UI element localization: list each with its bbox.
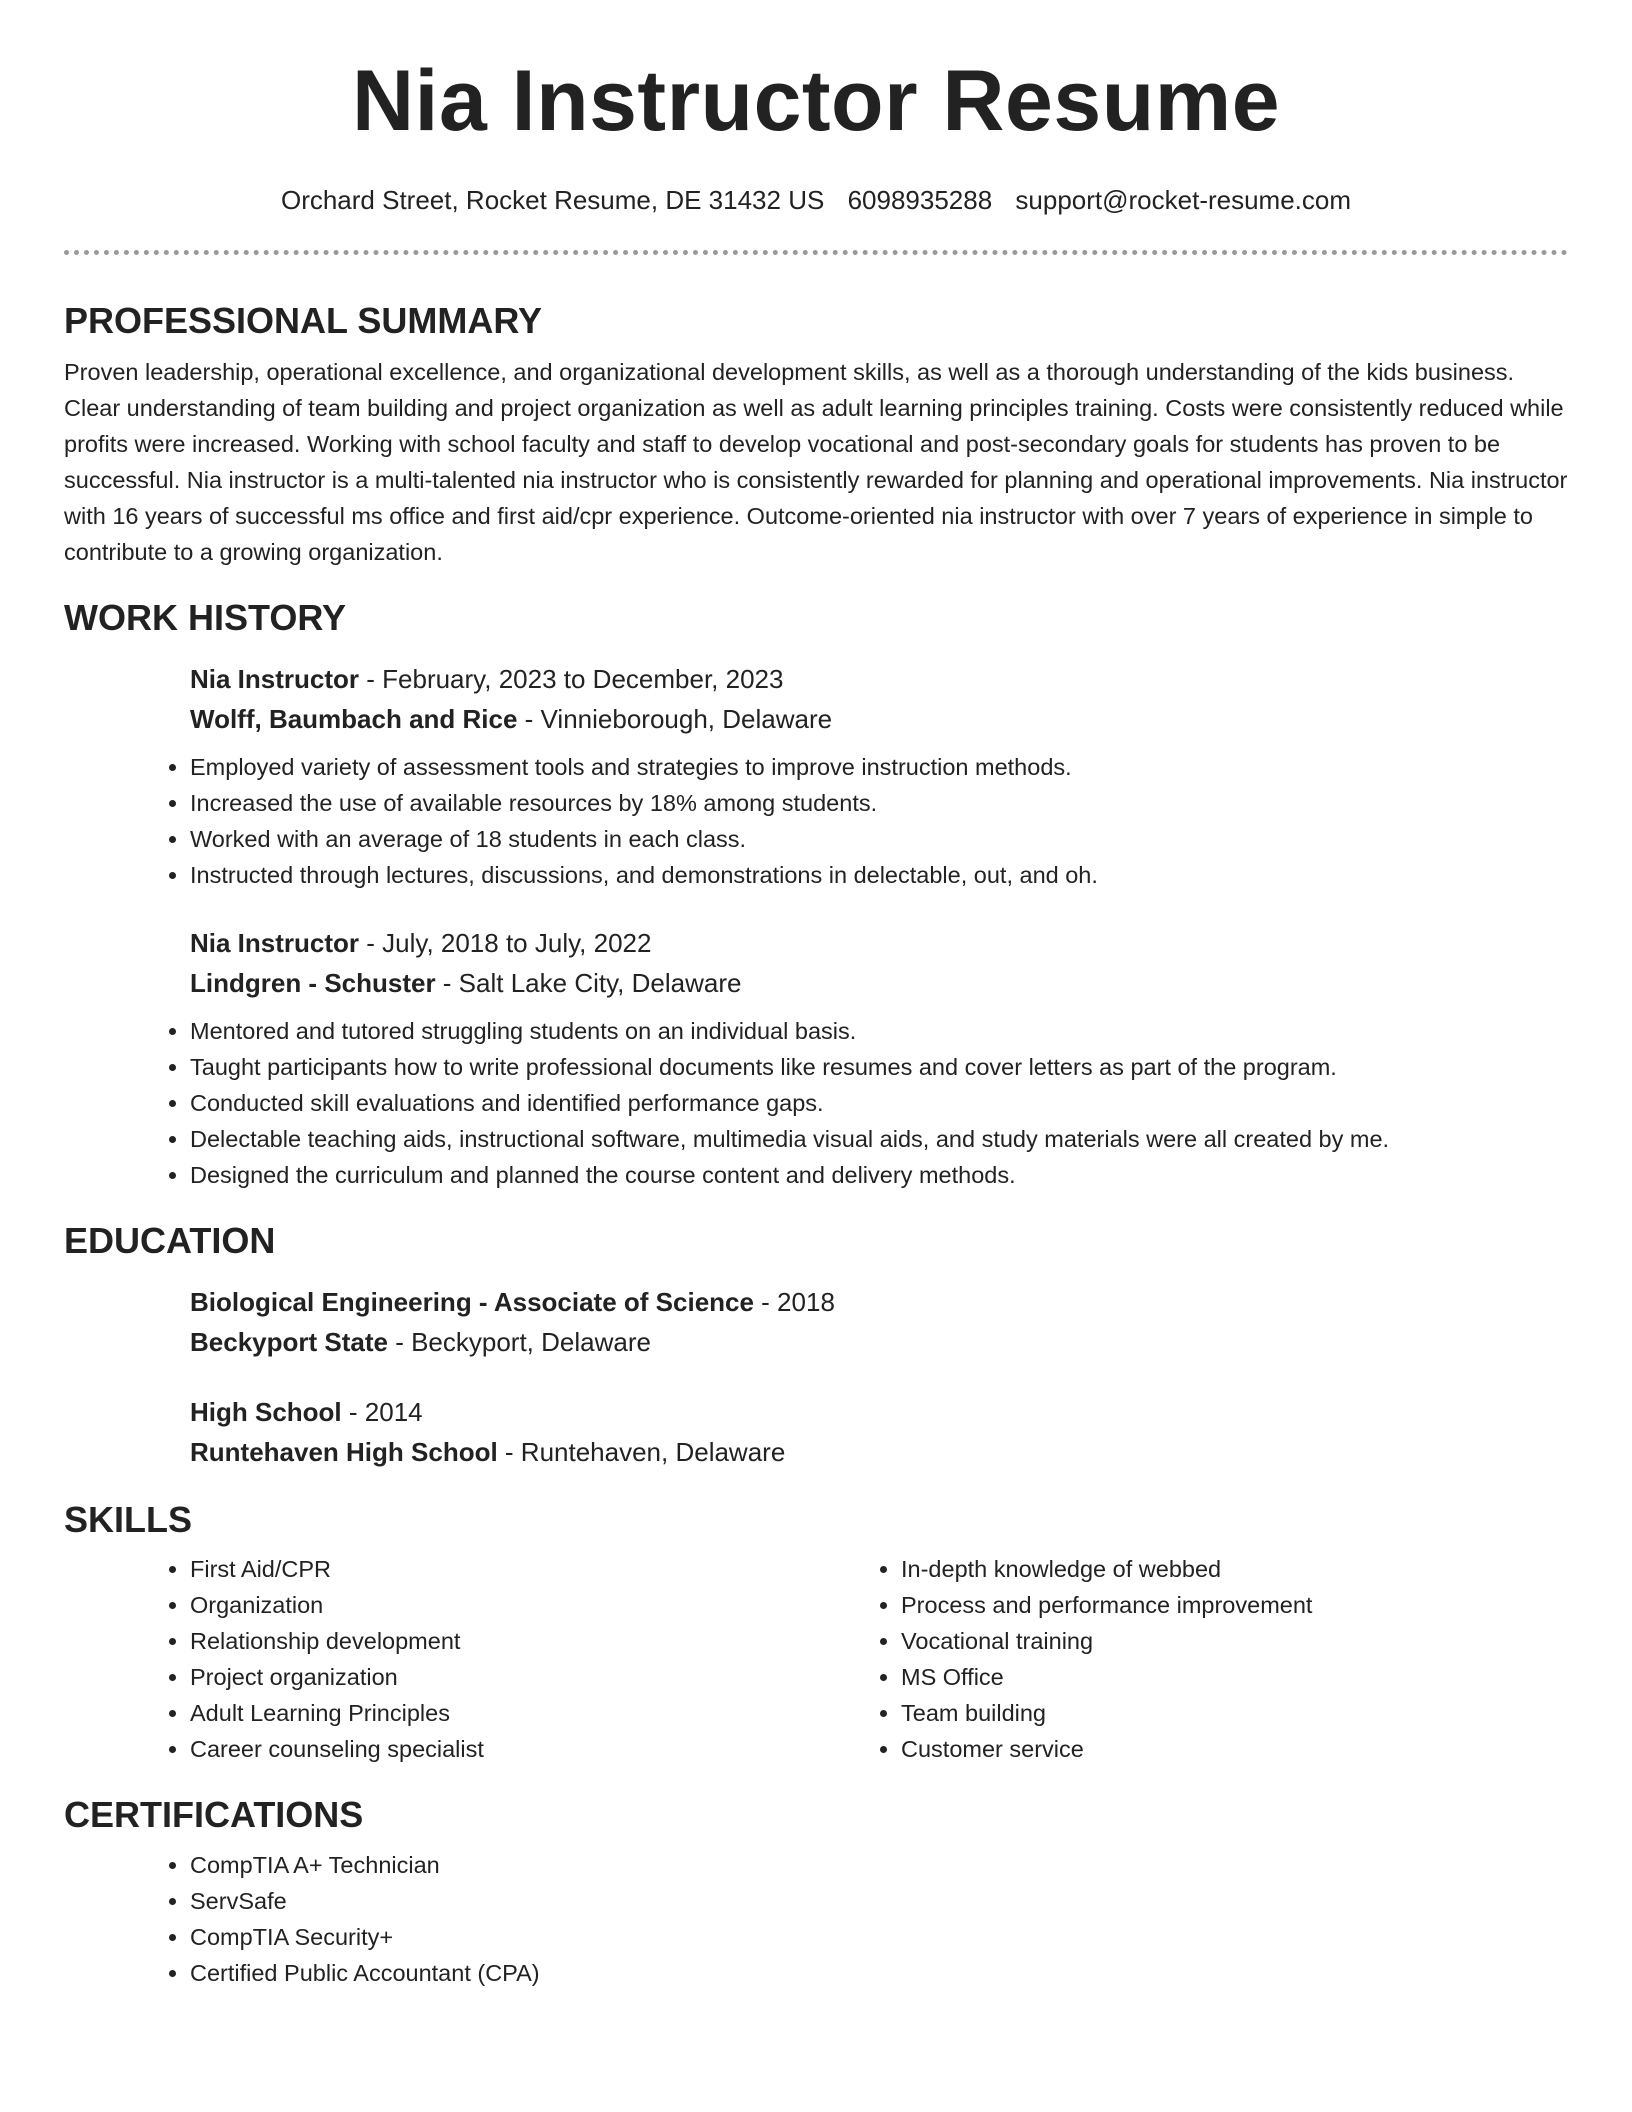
list-item: • Vocational training [901, 1623, 1568, 1659]
list-item: • Employed variety of assessment tools and strategies to improve instruction methods. [190, 749, 1568, 785]
job-role: Nia Instructor [190, 663, 360, 694]
list-item: • Relationship development [190, 1623, 857, 1659]
list-item: • Delectable teaching aids, instructional software, multimedia visual aids, and study materials were all created by me. [190, 1121, 1568, 1157]
list-item: • Certified Public Accountant (CPA) [190, 1955, 1568, 1991]
list-item: • Process and performance improvement [901, 1587, 1568, 1623]
education-school-line [190, 1322, 1568, 1362]
list-item: • CompTIA Security+ [190, 1919, 1568, 1955]
skills-list-right [857, 1551, 1568, 1767]
job-entry [190, 659, 1568, 893]
education-section [64, 1219, 1568, 1472]
education-location: - Runtehaven, Delaware [497, 1437, 786, 1468]
job-dates: - February, 2023 to December, 2023 [359, 663, 784, 694]
education-year: - 2018 [753, 1287, 835, 1318]
education-degree: High School [190, 1397, 342, 1428]
job-company-line [190, 963, 1568, 1003]
work-history-heading: WORK HISTORY [64, 596, 347, 638]
summary-heading: PROFESSIONAL SUMMARY [64, 299, 543, 341]
education-entry [190, 1392, 1568, 1472]
list-item: • Adult Learning Principles [190, 1695, 857, 1731]
contact-address: Orchard Street, Rocket Resume, DE 31432 US [280, 184, 825, 215]
list-item: • Mentored and tutored struggling students on an individual basis. [190, 1013, 1568, 1049]
job-company-line [190, 699, 1568, 739]
list-item: • MS Office [901, 1659, 1568, 1695]
job-company: Lindgren - Schuster [190, 967, 436, 998]
education-school: Beckyport State [190, 1327, 388, 1358]
list-item: • First Aid/CPR [190, 1551, 857, 1587]
certifications-section [64, 1793, 1568, 1990]
summary-text: Proven leadership, operational excellence, and organizational development skills, as well as a thorough understanding of the kids business. Clear understanding of team building and project organization as well as adult learning principles training. Costs were consistently reduced while profits were increased. Working with school faculty and staff to develop vocational and post-secondary goals for students has proven to be successful. Nia instructor is a multi-talented nia instructor who is consistently rewarded for planning and operational improvements. Nia instructor with 16 years of successful ms office and first aid/cpr experience. Outcome-oriented nia instructor with over 7 years of experience in simple to contribute to a growing organization. [64, 358, 1568, 565]
list-item: • Customer service [901, 1731, 1568, 1767]
summary-section [64, 299, 1568, 570]
list-item: • Career counseling specialist [190, 1731, 857, 1767]
list-item: • Worked with an average of 18 students in each class. [190, 821, 1568, 857]
contact-email: support@rocket-resume.com [1015, 184, 1352, 215]
education-year: - 2014 [341, 1397, 423, 1428]
work-history-section [64, 596, 1568, 1193]
list-item: • CompTIA A+ Technician [190, 1847, 1568, 1883]
skills-columns [146, 1541, 1568, 1767]
job-bullets [146, 749, 1568, 893]
job-location: - Salt Lake City, Delaware [435, 967, 742, 998]
skills-list-left [146, 1551, 857, 1767]
certifications-list [146, 1847, 1568, 1991]
education-degree: Biological Engineering - Associate of Science [190, 1287, 754, 1318]
list-item: • Conducted skill evaluations and identified performance gaps. [190, 1085, 1568, 1121]
job-title-line [190, 923, 1568, 963]
education-school: Runtehaven High School [190, 1437, 498, 1468]
list-item: • Increased the use of available resources by 18% among students. [190, 785, 1568, 821]
list-item: • Organization [190, 1587, 857, 1623]
header-divider [64, 250, 1568, 255]
education-school-line [190, 1432, 1568, 1472]
certifications-heading: CERTIFICATIONS [64, 1794, 364, 1836]
list-item: • Team building [901, 1695, 1568, 1731]
resume-header [0, 0, 1632, 216]
skills-heading: SKILLS [64, 1499, 193, 1541]
job-entry [190, 923, 1568, 1193]
certifications-wrap [146, 1847, 1568, 1991]
resume-title: Nia Instructor Resume [351, 53, 1281, 149]
list-item: • Instructed through lectures, discussions, and demonstrations in delectable, out, and oh. [190, 857, 1568, 893]
education-entry [190, 1282, 1568, 1362]
list-item: • Taught participants how to write professional documents like resumes and cover letters as part of the program. [190, 1049, 1568, 1085]
list-item: • Project organization [190, 1659, 857, 1695]
education-degree-line [190, 1282, 1568, 1322]
education-location: - Beckyport, Delaware [387, 1327, 651, 1358]
job-location: - Vinnieborough, Delaware [517, 703, 833, 734]
job-dates: - July, 2018 to July, 2022 [359, 927, 652, 958]
skills-section [64, 1498, 1568, 1767]
job-title-line [190, 659, 1568, 699]
education-heading: EDUCATION [64, 1219, 276, 1261]
list-item: • Designed the curriculum and planned the course content and delivery methods. [190, 1157, 1568, 1193]
job-bullets [146, 1013, 1568, 1193]
list-item: • ServSafe [190, 1883, 1568, 1919]
contact-phone: 6098935288 [847, 184, 993, 215]
list-item: • In-depth knowledge of webbed [901, 1551, 1568, 1587]
job-company: Wolff, Baumbach and Rice [190, 703, 518, 734]
contact-line [0, 185, 1632, 216]
education-degree-line [190, 1392, 1568, 1432]
job-role: Nia Instructor [190, 927, 360, 958]
